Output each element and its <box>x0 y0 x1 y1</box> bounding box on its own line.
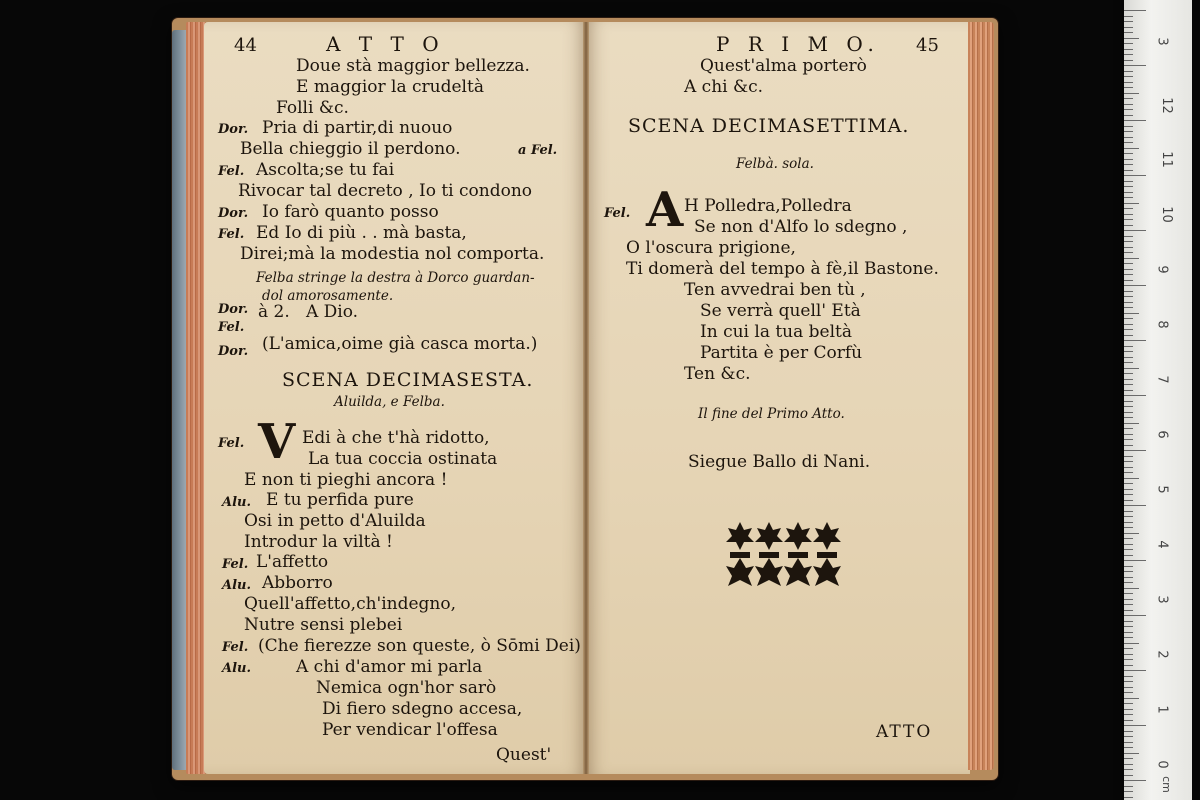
ruler-tick <box>1124 769 1133 770</box>
ruler-tick <box>1124 131 1133 132</box>
ruler-tick <box>1124 43 1133 44</box>
verse-line: Quell'affetto,ch'indegno, <box>244 594 457 614</box>
book-gutter <box>583 22 589 774</box>
verse-line: Direi;mà la modestia nol comporta. <box>240 244 545 264</box>
ruler-tick <box>1124 632 1133 633</box>
ruler-tick <box>1124 516 1133 517</box>
ruler-tick <box>1124 159 1133 160</box>
speaker-label: Fel. <box>222 557 249 572</box>
scene-heading: SCENA DECIMASESTA. <box>282 369 534 391</box>
ruler-number: 2 <box>1154 650 1170 659</box>
ruler-tick <box>1124 247 1133 248</box>
measurement-ruler <box>1124 0 1192 800</box>
drop-cap: V <box>258 414 296 470</box>
ruler-tick <box>1124 280 1133 281</box>
ruler-tick <box>1124 225 1133 226</box>
ruler-tick <box>1124 87 1133 88</box>
verse-line: Se non d'Alfo lo sdegno , <box>694 217 908 237</box>
verse-line: Ten avvedrai ben tù , <box>684 280 866 300</box>
ruler-number: 10 <box>1158 206 1174 223</box>
ruler-tick <box>1124 38 1139 39</box>
scene-characters: Aluilda, e Felba. <box>334 394 445 410</box>
ruler-tick <box>1124 467 1133 468</box>
verse-line: Ed Io di più . . mà basta, <box>256 223 467 243</box>
verse-line: Ascolta;se tu fai <box>256 160 395 180</box>
ruler-tick <box>1124 390 1133 391</box>
verse-line: In cui la tua beltà <box>700 322 853 342</box>
page-number: 44 <box>234 35 257 56</box>
ruler-tick <box>1124 21 1133 22</box>
left-page-edges <box>186 22 206 774</box>
ruler-tick <box>1124 676 1133 677</box>
ruler-tick <box>1124 742 1133 743</box>
ruler-tick <box>1124 758 1133 759</box>
ruler-tick <box>1124 65 1146 66</box>
ruler-number: 6 <box>1154 430 1170 439</box>
verse-line: E non ti pieghi ancora ! <box>244 470 448 490</box>
ruler-tick <box>1124 637 1133 638</box>
speaker-label: Fel. <box>604 206 631 221</box>
ruler-tick <box>1124 318 1133 319</box>
ruler-tick <box>1124 263 1133 264</box>
verse-line: Pria di partir,di nuouo <box>262 118 453 138</box>
ruler-tick <box>1124 483 1133 484</box>
ruler-tick <box>1124 593 1133 594</box>
verse-line: Nutre sensi plebei <box>244 615 403 635</box>
scene-characters: Felbà. sola. <box>736 156 814 172</box>
duet-marker: à 2. <box>258 302 290 322</box>
ruler-tick <box>1124 615 1146 616</box>
verse-line: Nemica ogn'hor sarò <box>316 678 497 698</box>
stage-direction: Felba stringe la destra à Dorco guardan- <box>256 270 535 286</box>
ruler-tick <box>1124 692 1133 693</box>
ruler-tick <box>1124 148 1139 149</box>
ruler-number: 5 <box>1154 485 1170 494</box>
ruler-tick <box>1124 109 1133 110</box>
catchword: Quest' <box>496 745 552 765</box>
ruler-number: 8 <box>1154 320 1170 329</box>
ruler-tick <box>1124 461 1133 462</box>
ruler-tick <box>1124 698 1139 699</box>
speaker-label: Alu. <box>222 661 252 676</box>
ruler-tick <box>1124 274 1133 275</box>
ruler-tick <box>1124 747 1133 748</box>
ruler-tick <box>1124 406 1133 407</box>
speaker-label: Fel. <box>218 320 245 335</box>
ruler-tick <box>1124 60 1133 61</box>
ruler-tick <box>1124 522 1133 523</box>
ruler-tick <box>1124 736 1133 737</box>
verse-line: Rivocar tal decreto , Io ti condono <box>238 181 533 201</box>
verse-line: Io farò quanto posso <box>262 202 439 222</box>
ruler-unit: cm <box>1159 776 1173 793</box>
ruler-tick <box>1124 368 1139 369</box>
speaker-label: Dor. <box>218 344 249 359</box>
ruler-tick <box>1124 252 1133 253</box>
ruler-tick <box>1124 181 1133 182</box>
running-head: P R I M O. <box>716 32 880 56</box>
verse-line: L'affetto <box>256 552 329 572</box>
ruler-tick <box>1124 76 1133 77</box>
ruler-tick <box>1124 192 1133 193</box>
ruler-tick <box>1124 296 1133 297</box>
verse-line: (L'amica,oime già casca morta.) <box>262 334 538 354</box>
ruler-tick <box>1124 71 1133 72</box>
running-head: A T T O <box>326 32 445 56</box>
ruler-tick <box>1124 626 1133 627</box>
ruler-tick <box>1124 241 1133 242</box>
ruler-tick <box>1124 208 1133 209</box>
printer-ornament <box>726 520 842 592</box>
ruler-tick <box>1124 555 1133 556</box>
ruler-tick <box>1124 313 1139 314</box>
ruler-tick <box>1124 285 1146 286</box>
verse-line: E maggior la crudeltà <box>296 77 484 97</box>
drop-cap: A <box>646 182 684 238</box>
ruler-tick <box>1124 54 1133 55</box>
ruler-tick <box>1124 621 1133 622</box>
verse-line: Ten &c. <box>684 364 751 384</box>
ruler-tick <box>1124 93 1139 94</box>
ruler-number: 0 <box>1154 760 1170 769</box>
verse-line: Introdur la viltà ! <box>244 532 393 552</box>
ruler-tick <box>1124 654 1133 655</box>
ruler-tick <box>1124 329 1133 330</box>
verse-line: Edi à che t'hà ridotto, <box>302 428 490 448</box>
ruler-tick <box>1124 571 1133 572</box>
ruler-tick <box>1124 434 1133 435</box>
ruler-tick <box>1124 791 1133 792</box>
ruler-tick <box>1124 538 1133 539</box>
verse-line: Di fiero sdegno accesa, <box>322 699 523 719</box>
ruler-tick <box>1124 687 1133 688</box>
ruler-tick <box>1124 665 1133 666</box>
ruler-tick <box>1124 186 1133 187</box>
verse-line: A Dio. <box>306 302 359 322</box>
ruler-tick <box>1124 494 1133 495</box>
ruler-tick <box>1124 511 1133 512</box>
ruler-tick <box>1124 164 1133 165</box>
ruler-tick <box>1124 780 1146 781</box>
ruler-tick <box>1124 610 1133 611</box>
ruler-tick <box>1124 681 1133 682</box>
ruler-tick <box>1124 373 1133 374</box>
speaker-label: Dor. <box>218 302 249 317</box>
ruler-tick <box>1124 214 1133 215</box>
ruler-tick <box>1124 175 1146 176</box>
ruler-tick <box>1124 120 1146 121</box>
ruler-tick <box>1124 439 1133 440</box>
ruler-tick <box>1124 142 1133 143</box>
ruler-number: 4 <box>1154 540 1170 549</box>
catchword: ATTO <box>876 722 933 742</box>
ruler-tick <box>1124 291 1133 292</box>
verse-line: O l'oscura prigione, <box>626 238 796 258</box>
ruler-tick <box>1124 335 1133 336</box>
ruler-tick <box>1124 362 1133 363</box>
ruler-number: 3 <box>1154 37 1170 46</box>
ruler-tick <box>1124 307 1133 308</box>
ruler-tick <box>1124 269 1133 270</box>
ruler-tick <box>1124 456 1133 457</box>
ruler-number: 9 <box>1154 265 1170 274</box>
verse-line: Osi in petto d'Aluilda <box>244 511 426 531</box>
ruler-tick <box>1124 32 1133 33</box>
ruler-tick <box>1124 659 1133 660</box>
ruler-tick <box>1124 137 1133 138</box>
ruler-tick <box>1124 505 1146 506</box>
ballo-note: Siegue Ballo di Nani. <box>688 452 871 472</box>
ruler-tick <box>1124 566 1133 567</box>
verse-line: A chi d'amor mi parla <box>296 657 483 677</box>
ruler-tick <box>1124 797 1133 798</box>
ruler-tick <box>1124 170 1133 171</box>
verse-line: Partita è per Corfù <box>700 343 863 363</box>
ruler-tick <box>1124 588 1139 589</box>
ruler-tick <box>1124 725 1146 726</box>
ruler-tick <box>1124 775 1133 776</box>
verse-line: Abborro <box>262 573 333 593</box>
ruler-tick <box>1124 753 1139 754</box>
ruler-number: 12 <box>1158 97 1174 114</box>
ruler-tick <box>1124 258 1139 259</box>
right-page-edges <box>968 22 994 770</box>
ruler-tick <box>1124 714 1133 715</box>
ruler-tick <box>1124 731 1133 732</box>
ruler-tick <box>1124 82 1133 83</box>
verse-line: A chi &c. <box>684 77 764 97</box>
ruler-tick <box>1124 533 1139 534</box>
ruler-tick <box>1124 549 1133 550</box>
ruler-tick <box>1124 450 1146 451</box>
verse-line: Bella chieggio il perdono. <box>240 139 461 159</box>
verse-line: E tu perfida pure <box>266 490 414 510</box>
ruler-tick <box>1124 126 1133 127</box>
aside-direction: a Fel. <box>518 143 558 158</box>
speaker-label: Fel. <box>222 640 249 655</box>
verse-line: H Polledra,Polledra <box>684 196 852 216</box>
ruler-tick <box>1124 472 1133 473</box>
act-end-note: Il fine del Primo Atto. <box>698 406 845 422</box>
ruler-tick <box>1124 445 1133 446</box>
ruler-number: 7 <box>1154 375 1170 384</box>
ruler-number: 3 <box>1154 595 1170 604</box>
page-number: 45 <box>916 35 939 56</box>
ruler-tick <box>1124 527 1133 528</box>
ruler-tick <box>1124 104 1133 105</box>
ruler-number: 1 <box>1154 705 1170 714</box>
verse-line: Quest'alma porterò <box>700 56 867 76</box>
ruler-tick <box>1124 417 1133 418</box>
ruler-tick <box>1124 643 1139 644</box>
speaker-label: Alu. <box>222 578 252 593</box>
ruler-tick <box>1124 384 1133 385</box>
speaker-label: Fel. <box>218 436 245 451</box>
ruler-tick <box>1124 500 1133 501</box>
speaker-label: Fel. <box>218 227 245 242</box>
ruler-tick <box>1124 648 1133 649</box>
ruler-tick <box>1124 703 1133 704</box>
ruler-tick <box>1124 560 1146 561</box>
ruler-tick <box>1124 236 1133 237</box>
ruler-tick <box>1124 544 1133 545</box>
ruler-tick <box>1124 764 1133 765</box>
ruler-tick <box>1124 582 1133 583</box>
ruler-tick <box>1124 478 1139 479</box>
ruler-tick <box>1124 197 1133 198</box>
ruler-tick <box>1124 10 1146 11</box>
ruler-tick <box>1124 98 1133 99</box>
ruler-tick <box>1124 412 1133 413</box>
ruler-tick <box>1124 357 1133 358</box>
verse-line: La tua coccia ostinata <box>308 449 498 469</box>
verse-line: Ti domerà del tempo à fè,il Bastone. <box>626 259 939 279</box>
speaker-label: Dor. <box>218 206 249 221</box>
ruler-number: 11 <box>1158 151 1174 168</box>
verse-line: (Che fierezze son queste, ò Sōmi Dei) <box>258 636 581 656</box>
ruler-tick <box>1124 230 1146 231</box>
ruler-tick <box>1124 16 1133 17</box>
ruler-tick <box>1124 115 1133 116</box>
ruler-tick <box>1124 401 1133 402</box>
ruler-tick <box>1124 153 1133 154</box>
ruler-tick <box>1124 489 1133 490</box>
verse-line: Se verrà quell' Età <box>700 301 861 321</box>
ruler-tick <box>1124 395 1146 396</box>
ruler-tick <box>1124 709 1133 710</box>
ruler-tick <box>1124 27 1133 28</box>
ruler-tick <box>1124 604 1133 605</box>
speaker-label: Dor. <box>218 122 249 137</box>
ruler-tick <box>1124 203 1139 204</box>
verse-line: Folli &c. <box>276 98 349 118</box>
verse-line: Per vendicar l'offesa <box>322 720 498 740</box>
ruler-tick <box>1124 423 1139 424</box>
scene-heading: SCENA DECIMASETTIMA. <box>628 115 910 137</box>
speaker-label: Alu. <box>222 495 252 510</box>
bleed-through <box>606 62 625 108</box>
ruler-tick <box>1124 49 1133 50</box>
ruler-tick <box>1124 428 1133 429</box>
ruler-tick <box>1124 670 1146 671</box>
ruler-tick <box>1124 302 1133 303</box>
stage-direction: dol amorosamente. <box>262 288 394 304</box>
ruler-tick <box>1124 379 1133 380</box>
ruler-tick <box>1124 340 1146 341</box>
ruler-tick <box>1124 577 1133 578</box>
verse-line: Doue stà maggior bellezza. <box>296 56 530 76</box>
ruler-tick <box>1124 351 1133 352</box>
speaker-label: Fel. <box>218 164 245 179</box>
ruler-tick <box>1124 324 1133 325</box>
ruler-tick <box>1124 599 1133 600</box>
ruler-tick <box>1124 219 1133 220</box>
ruler-tick <box>1124 346 1133 347</box>
ruler-tick <box>1124 786 1133 787</box>
ruler-tick <box>1124 720 1133 721</box>
